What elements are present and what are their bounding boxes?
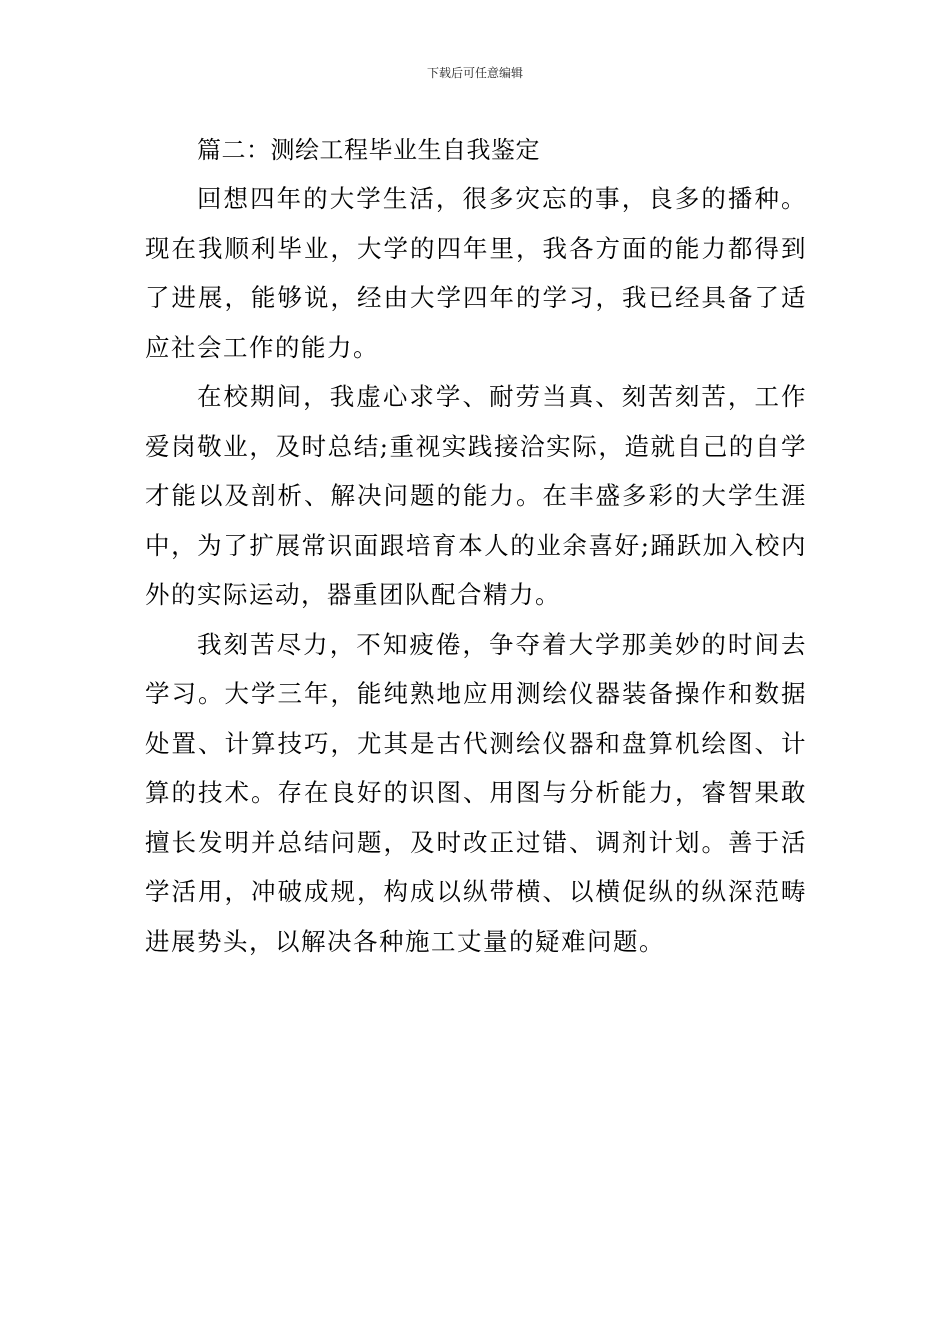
document-title: 篇二：测绘工程毕业生自我鉴定: [197, 136, 540, 164]
document-body: [145, 126, 807, 966]
paragraph-2: 在校期间，我虚心求学、耐劳当真、刻苦刻苦，工作爱岗敬业，及时总结;重视实践接洽实际，造就自己的自学才能以及剖析、解决问题的能力。在丰盛多彩的大学生涯中，为了扩展常识面跟培育本人的业余喜好;踊跃加入校内外的实际运动，器重团队配合精力。: [145, 382, 807, 609]
page-header: 下载后可任意编辑: [426, 66, 523, 80]
paragraph-3: 我刻苦尽力，不知疲倦，争夺着大学那美妙的时间去学习。大学三年，能纯熟地应用测绘仪器装备操作和数据处置、计算技巧，尤其是古代测绘仪器和盘算机绘图、计算的技术。存在良好的识图、用图与分析能力，睿智果敢擅长发明并总结问题，及时改正过错、调剂计划。善于活学活用，冲破成规，构成以纵带横、以横促纵的纵深范畴进展势头，以解决各种施工丈量的疑难问题。: [145, 629, 807, 956]
paragraph-1: 回想四年的大学生活，很多灾忘的事，良多的播种。现在我顺利毕业，大学的四年里，我各方面的能力都得到了进展，能够说，经由大学四年的学习，我已经具备了适应社会工作的能力。: [145, 184, 807, 362]
